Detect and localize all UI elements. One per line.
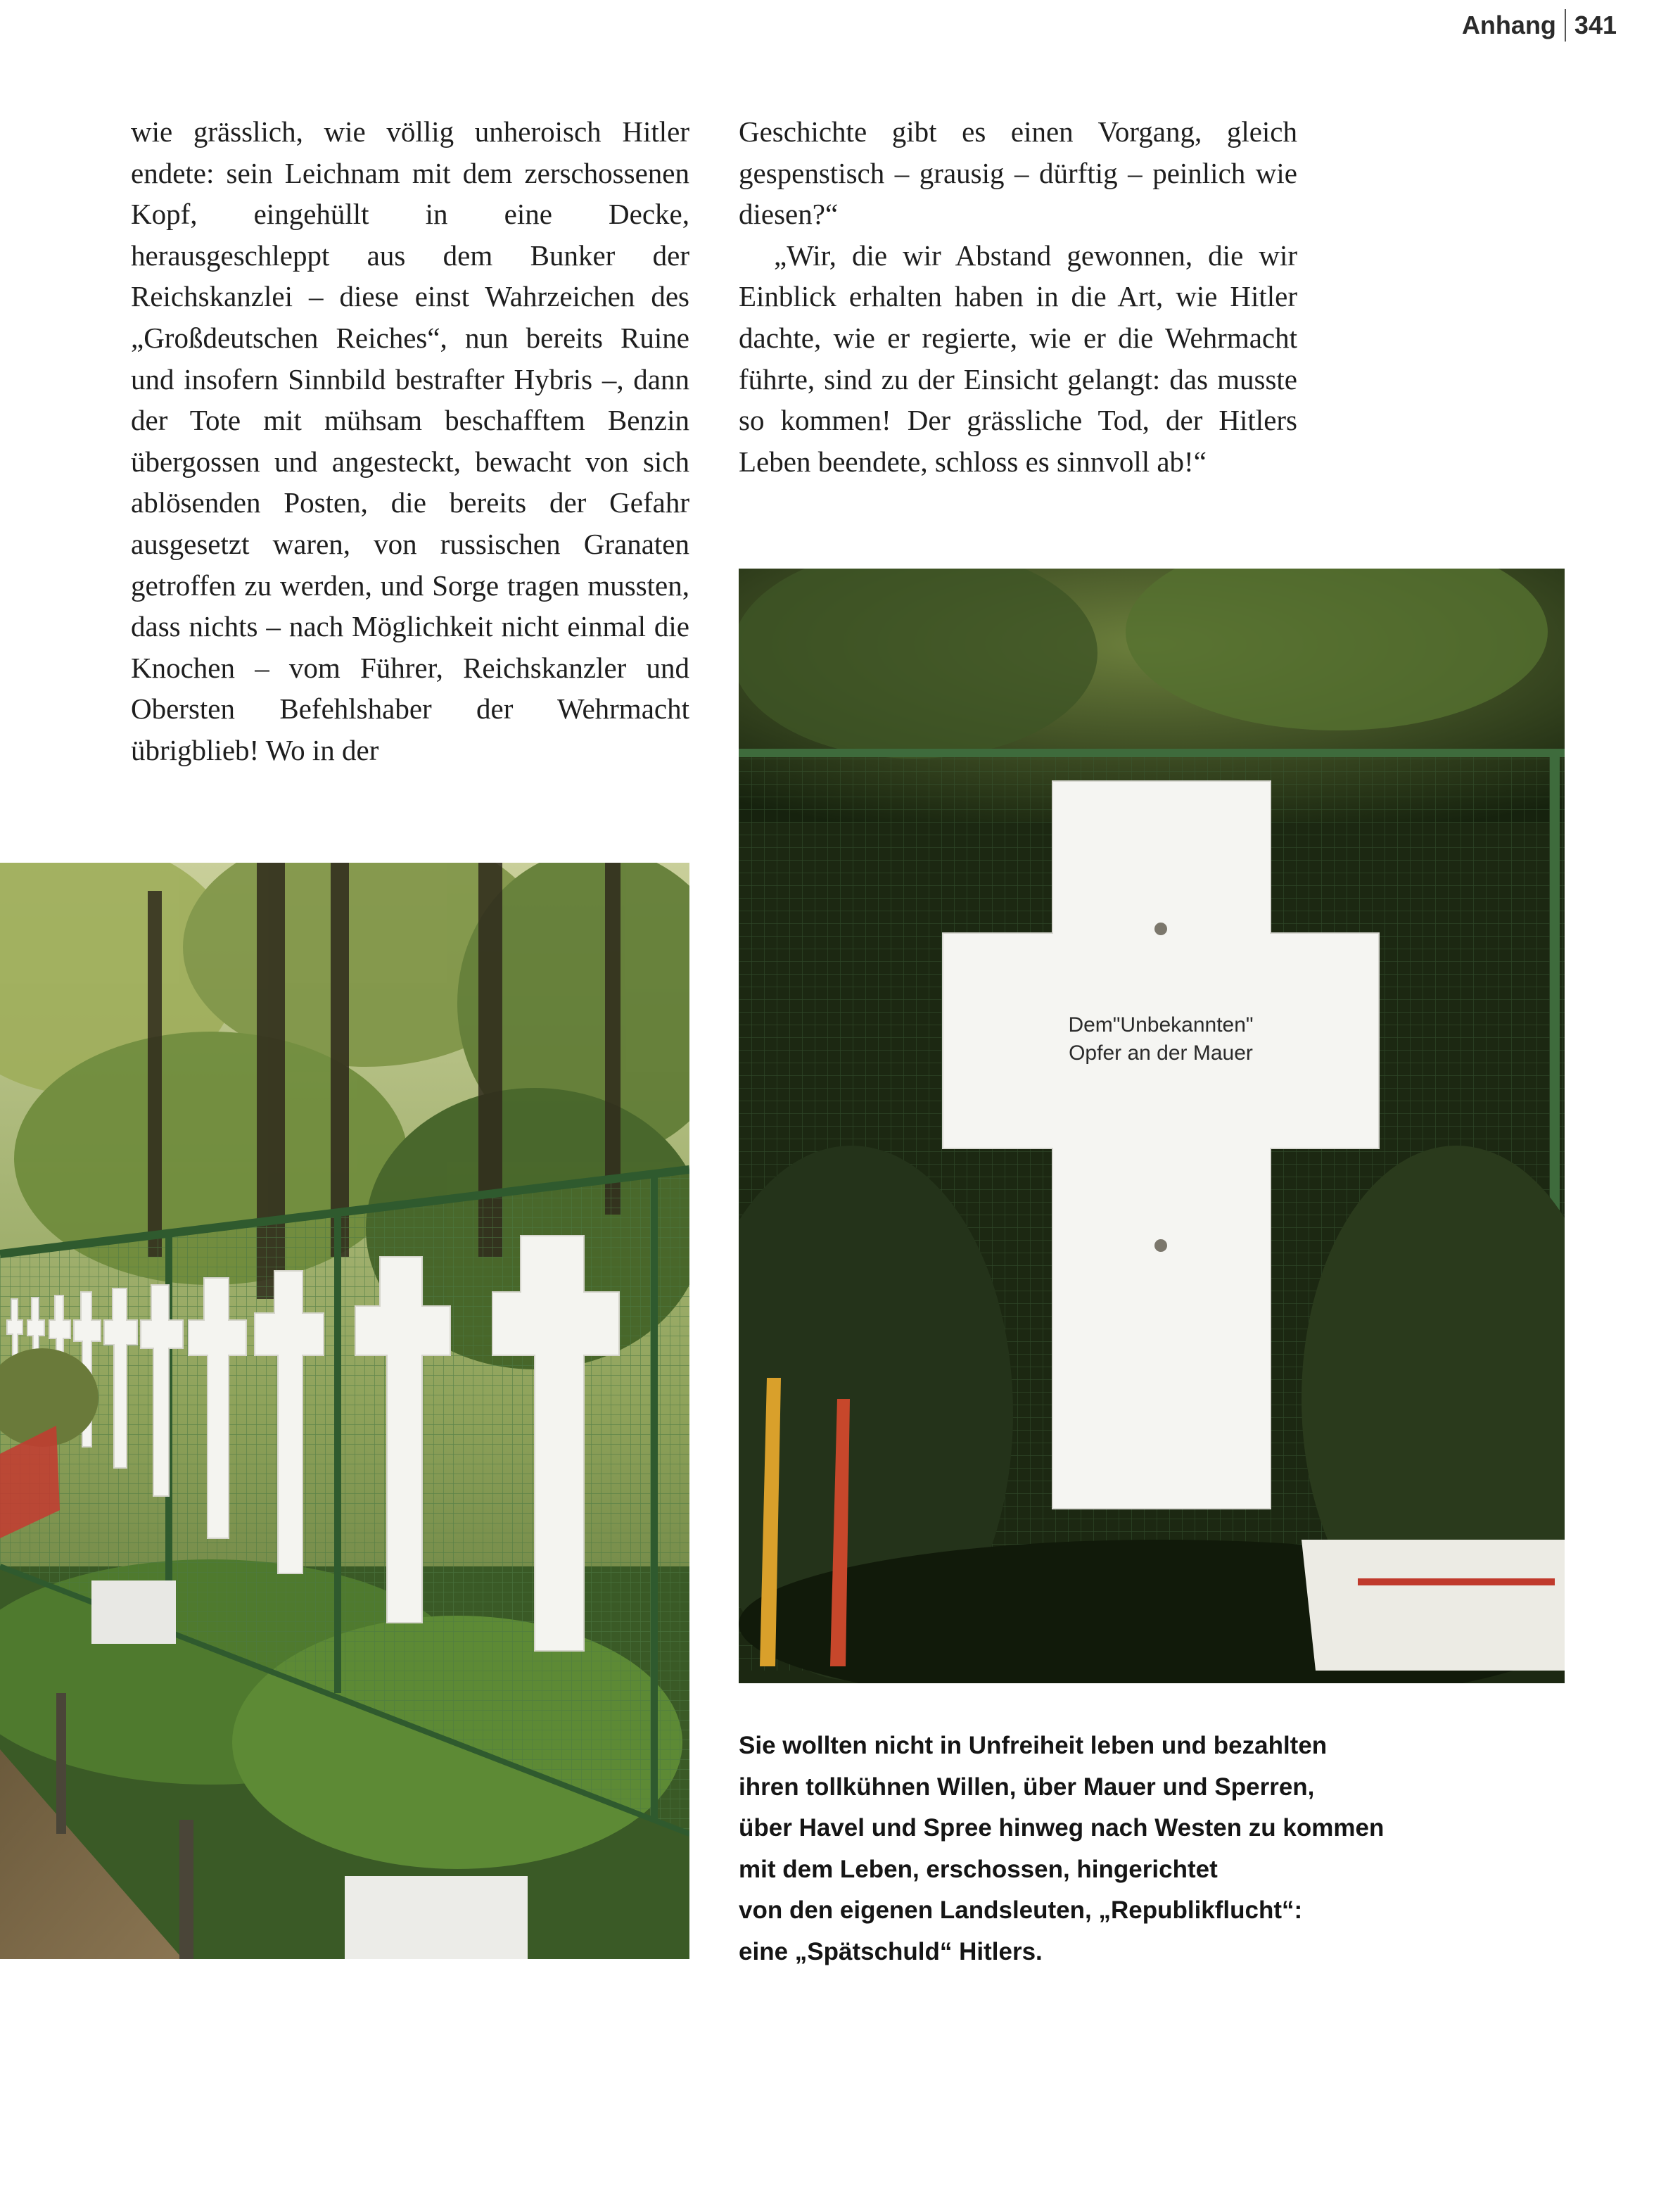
caption-line: mit dem Leben, erschossen, hingerichtet [739,1855,1218,1883]
photo-single-cross [739,569,1565,1683]
single-cross-illustration [739,569,1565,1683]
caption-line: ihren tollkühnen Willen, über Mauer und Sperren, [739,1773,1315,1801]
caption-line: von den eigenen Landsleuten, „Republikflucht“: [739,1896,1303,1924]
cross-inscription-line1: Dem"Unbekannten" [1068,1013,1254,1037]
header-divider [1565,9,1566,42]
photo-caption [739,1725,1583,1972]
right-paragraph-1: Geschichte gibt es einen Vorgang, gleich gespenstisch – grausig – dürftig – peinlich wie diesen?“ [739,115,1297,231]
running-header [1462,6,1617,45]
section-title: Anhang [1461,11,1556,39]
caption-line: Sie wollten nicht in Unfreiheit leben und bezahlten [739,1732,1328,1759]
page-number: 341 [1574,11,1617,39]
left-paragraph: wie grässlich, wie völlig unheroisch Hitler endete: sein Leichnam mit dem zerschossenen Kopf, eingehüllt in eine Decke, herausgeschleppt aus dem Bunker der Reichskanzlei – diese einst Wahrzeichen des „Großdeutschen Reiches“, nun bereits Ruine und insofern Sinnbild bestrafter Hybris –, dann der Tote mit mühsam beschafftem Benzin übergossen und angesteckt, bewacht von sich ablösenden Posten, die bereits der Gefahr ausgesetzt waren, von russischen Granaten getroffen zu werden, und Sorge tragen mussten, dass nichts – nach Möglichkeit nicht einmal die Knochen – vom Führer, Reichskanzler und Obersten Befehlshaber der Wehrmacht übrigblieb! Wo in der [131,115,689,766]
caption-line: über Havel und Spree hinweg nach Westen zu kommen [739,1814,1385,1842]
right-text-column [739,111,1297,482]
right-paragraph-2: „Wir, die wir Abstand gewonnen, die wir Einblick erhalten haben in die Art, wie Hitler dachte, wie er regierte, wie er die Wehrmacht führte, sind zu der Einsicht gelangt: das musste so kommen! Der grässliche Tod, der Hitlers Leben beendete, schloss es sinnvoll ab!“ [739,239,1297,478]
cross-inscription-line2: Opfer an der Mauer [1069,1041,1253,1065]
photo-crosses-row [0,863,689,1959]
left-text-column [131,111,689,771]
crosses-row-illustration [0,863,689,1959]
caption-line: eine „Spätschuld“ Hitlers. [739,1937,1043,1965]
